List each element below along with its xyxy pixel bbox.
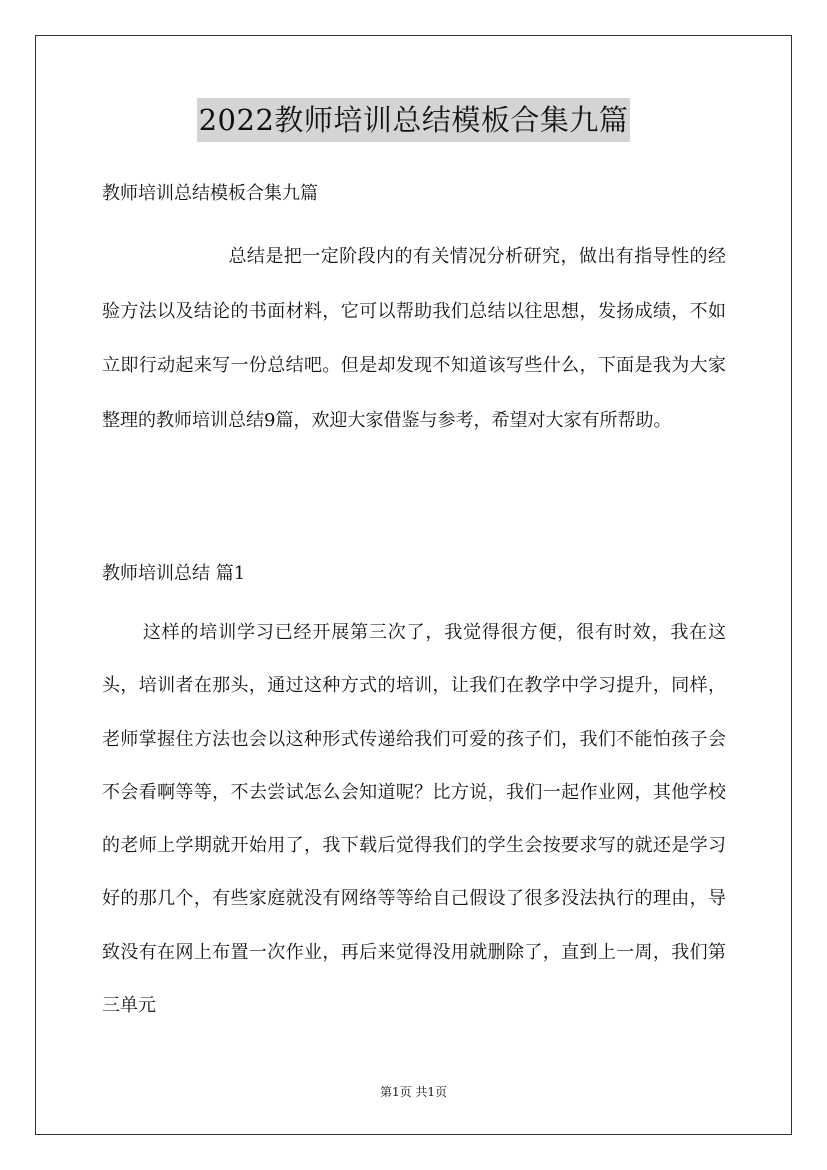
document-subtitle: 教师培训总结模板合集九篇 — [102, 183, 318, 204]
section-text: 这样的培训学习已经开展第三次了，我觉得很方便，很有时效，我在这头，培训者在那头，通过这种方式的培训，让我们在教学中学习提升，同样，老师掌握住方法也会以这种形式传递给我们可爱的孩子们，我们不能怕孩子会不会看啊等等，不去尝试怎么会知道呢？比方说，我们一起作业网，其他学校的老师上学期就开始用了，我下载后觉得我们的学生会按要求写的就还是学习好的那几个，有些家庭就没有网络等等给自己假设了很多没法执行的理由，导致没有在网上布置一次作业，再后来觉得没用就删除了，直到上一周，我们第三单元 — [102, 622, 726, 1017]
page-footer: 第1页 共1页 — [379, 1085, 448, 1099]
title-block — [0, 98, 827, 142]
document-title: 2022教师培训总结模板合集九篇 — [197, 98, 631, 142]
intro-paragraph — [102, 230, 726, 448]
section-paragraph — [102, 606, 726, 1032]
intro-text: 总结是把一定阶段内的有关情况分析研究，做出有指导性的经验方法以及结论的书面材料，它可以帮助我们总结以往思想，发扬成绩，不如立即行动起来写一份总结吧。但是却发现不知道该写些什么，下面是我为大家整理的教师培训总结9篇，欢迎大家借鉴与参考，希望对大家有所帮助。 — [102, 246, 726, 431]
section-heading: 教师培训总结 篇1 — [102, 563, 246, 584]
